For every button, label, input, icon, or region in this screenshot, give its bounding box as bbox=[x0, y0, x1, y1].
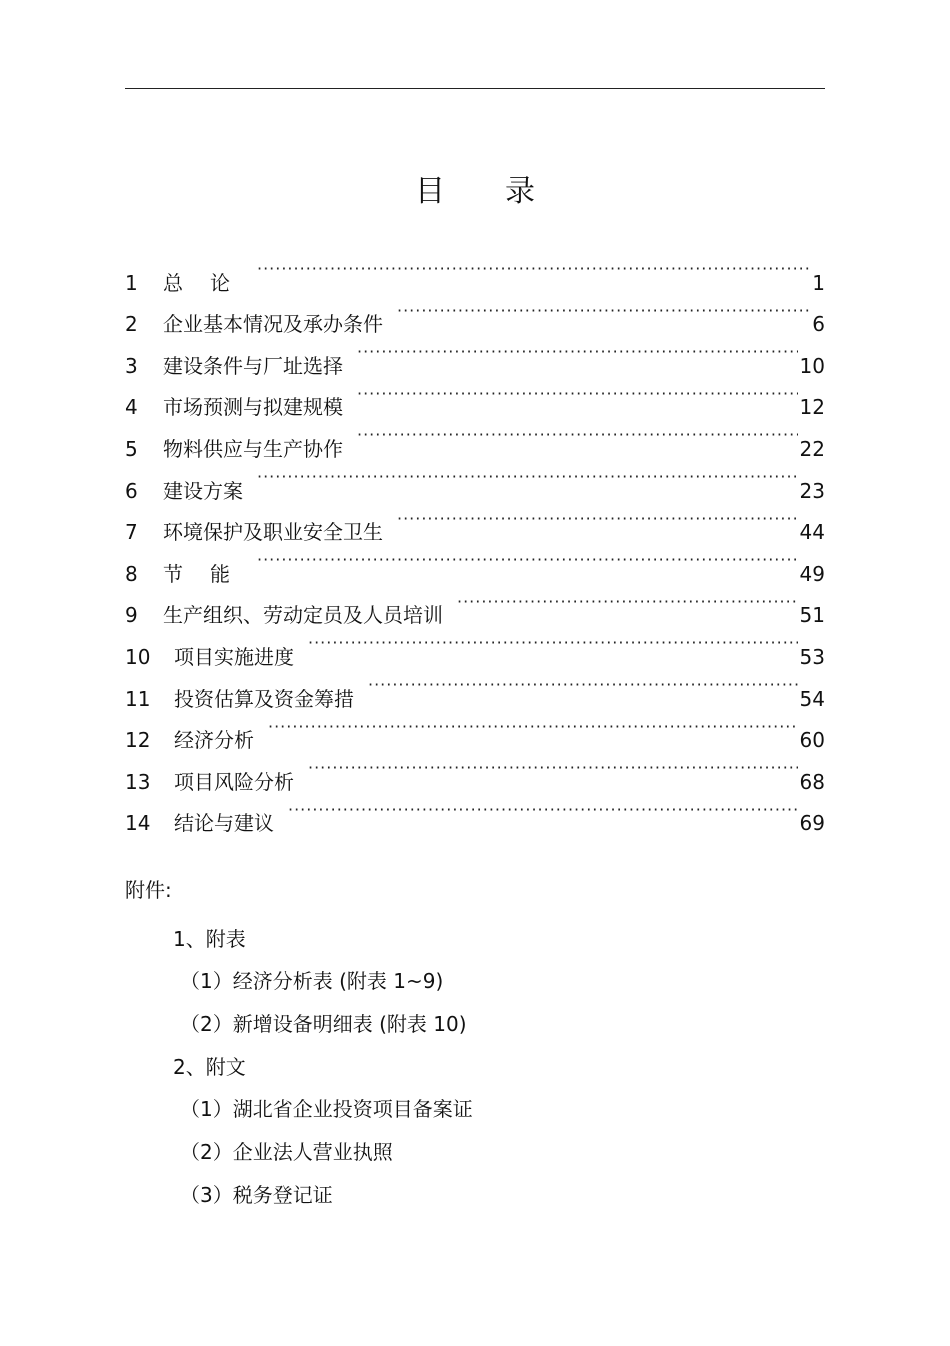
toc-entry-title: 建设条件与厂址选择 bbox=[163, 353, 343, 378]
appendix-item: （3）税务登记证 bbox=[180, 1183, 333, 1207]
toc-entry-title: 经济分析 bbox=[174, 728, 254, 753]
toc-entry[interactable] bbox=[125, 248, 825, 295]
toc-dot-leader bbox=[368, 664, 798, 706]
toc-entry-title: 环境保护及职业安全卫生 bbox=[163, 520, 383, 545]
toc-entry-number: 8 bbox=[125, 561, 138, 586]
toc-entry-number: 5 bbox=[125, 436, 138, 461]
toc-entry-page-number: 6 bbox=[812, 312, 825, 337]
toc-dot-leader bbox=[357, 414, 798, 456]
appendix-group-title: 2、附文 bbox=[173, 1055, 246, 1079]
toc-dot-leader bbox=[308, 622, 798, 664]
toc-entry-title: 生产组织、劳动定员及人员培训 bbox=[163, 603, 443, 628]
appendix-group bbox=[125, 1046, 825, 1217]
toc-entry-page-number: 53 bbox=[799, 644, 825, 669]
appendix-group bbox=[125, 918, 825, 1046]
appendix-item: （1）湖北省企业投资项目备案证 bbox=[180, 1097, 473, 1121]
header-rule bbox=[125, 88, 825, 89]
toc-entry-number: 4 bbox=[125, 395, 138, 420]
toc-entry-page-number: 51 bbox=[799, 603, 825, 628]
toc-entry-number: 7 bbox=[125, 520, 138, 545]
page-title: 目 录 bbox=[415, 174, 535, 209]
toc-entry-page-number: 69 bbox=[799, 811, 825, 836]
toc-dot-leader bbox=[257, 248, 810, 290]
toc-entry-title: 结论与建议 bbox=[174, 811, 274, 836]
appendix-section bbox=[125, 870, 825, 1217]
toc-entry-number: 2 bbox=[125, 312, 138, 337]
toc-entry-number: 14 bbox=[125, 811, 151, 836]
toc-dot-leader bbox=[308, 747, 798, 789]
toc-entry-number: 3 bbox=[125, 353, 138, 378]
appendix-item: （2）企业法人营业执照 bbox=[180, 1140, 393, 1164]
toc-entry-page-number: 22 bbox=[799, 436, 825, 461]
toc-entry-number: 9 bbox=[125, 603, 138, 628]
toc-entry-page-number: 10 bbox=[799, 353, 825, 378]
toc-entry-title: 节能 bbox=[163, 561, 257, 586]
toc-entry-page-number: 60 bbox=[799, 728, 825, 753]
toc-entry-number: 13 bbox=[125, 769, 151, 794]
appendix-item: （2）新增设备明细表 (附表 10) bbox=[180, 1012, 467, 1036]
toc-entry-page-number: 68 bbox=[799, 769, 825, 794]
toc-dot-leader bbox=[397, 498, 798, 540]
toc-entry-page-number: 54 bbox=[799, 686, 825, 711]
toc-dot-leader bbox=[257, 539, 798, 581]
toc-entry-title: 建设方案 bbox=[163, 478, 243, 503]
toc-entry-page-number: 12 bbox=[799, 395, 825, 420]
toc-dot-leader bbox=[357, 373, 798, 415]
toc-entry-title: 总论 bbox=[163, 270, 257, 295]
appendix-heading: 附件: bbox=[125, 878, 172, 902]
toc-entry-page-number: 44 bbox=[799, 520, 825, 545]
toc-entry-title: 项目风险分析 bbox=[174, 769, 294, 794]
toc-dot-leader bbox=[397, 290, 810, 332]
toc-dot-leader bbox=[257, 456, 798, 498]
appendix-group-title: 1、附表 bbox=[173, 927, 246, 951]
toc-dot-leader bbox=[268, 706, 798, 748]
toc-entry-number: 6 bbox=[125, 478, 138, 503]
toc-dot-leader bbox=[457, 581, 798, 623]
toc-entry-number: 11 bbox=[125, 686, 151, 711]
toc-entry-title: 投资估算及资金筹措 bbox=[174, 686, 354, 711]
appendix-groups bbox=[125, 918, 825, 1217]
toc-entry-page-number: 1 bbox=[812, 270, 825, 295]
toc-entry-page-number: 23 bbox=[799, 478, 825, 503]
toc-dot-leader bbox=[288, 789, 798, 831]
toc-entry-page-number: 49 bbox=[799, 561, 825, 586]
toc-dot-leader bbox=[357, 331, 798, 373]
toc-entry-title: 企业基本情况及承办条件 bbox=[163, 312, 383, 337]
toc-entry-number: 12 bbox=[125, 728, 151, 753]
toc-entry-number: 10 bbox=[125, 644, 151, 669]
toc-entry-title: 物料供应与生产协作 bbox=[163, 436, 343, 461]
toc-entry-number: 1 bbox=[125, 270, 138, 295]
toc-entry-title: 市场预测与拟建规模 bbox=[163, 395, 343, 420]
toc-entry-title: 项目实施进度 bbox=[174, 644, 294, 669]
table-of-contents bbox=[125, 248, 825, 836]
appendix-item: （1）经济分析表 (附表 1~9) bbox=[180, 969, 444, 993]
